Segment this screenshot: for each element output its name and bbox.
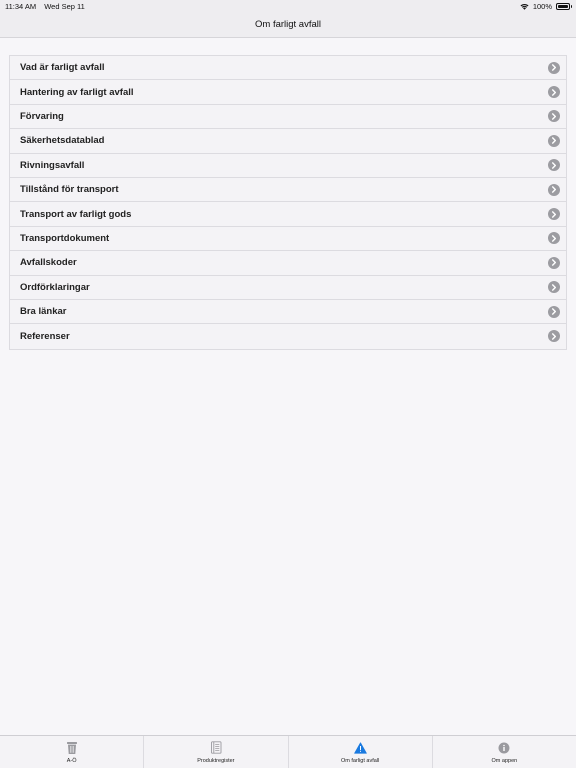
trash-icon [65,741,79,755]
list-item[interactable] [10,276,566,300]
list-item-label: Avfallskoder [20,257,77,269]
tab-trash[interactable] [0,736,144,768]
list-item-label: Förvaring [20,110,64,122]
tab-label: Produktregister [197,757,235,764]
tab-label: Om farligt avfall [341,757,380,764]
chevron-right-icon [548,184,560,196]
notebook-icon [209,741,223,755]
list-item-label: Transportdokument [20,232,110,244]
list-item-label: Transport av farligt gods [20,208,132,220]
tab-notebook[interactable] [144,736,288,768]
list-item[interactable] [10,154,566,178]
status-left [5,2,91,11]
status-time: 11:34 AM [5,1,37,11]
tab-warning[interactable] [289,736,433,768]
chevron-right-icon [548,306,560,318]
list-item[interactable] [10,202,566,226]
list-item[interactable] [10,227,566,251]
chevron-right-icon [548,159,560,171]
list-item[interactable] [10,324,566,348]
status-bar [0,0,576,12]
chevron-right-icon [548,330,560,342]
tab-label: A-Ö [66,757,77,764]
list-item[interactable] [10,178,566,202]
list-item[interactable] [10,251,566,275]
chevron-right-icon [548,208,560,220]
list-item-label: Referenser [20,330,70,342]
chevron-right-icon [548,135,560,147]
status-date: Wed Sep 11 [44,1,85,11]
list-item[interactable] [10,129,566,153]
list-item[interactable] [10,300,566,324]
tab-info[interactable] [433,736,576,768]
list-item[interactable] [10,56,566,80]
navigation-bar [0,12,576,38]
list-item-label: Tillstånd för transport [20,184,119,196]
battery-icon [556,3,570,10]
list-item[interactable] [10,105,566,129]
info-icon [497,741,511,755]
battery-fill [558,5,568,8]
chevron-right-icon [548,110,560,122]
chevron-right-icon [548,62,560,74]
topic-list [9,55,567,350]
wifi-icon [520,3,529,10]
list-item-label: Bra länkar [20,306,67,318]
tab-bar [0,735,576,768]
status-right [520,2,570,11]
list-item-label: Säkerhetsdatablad [20,135,105,147]
chevron-right-icon [548,257,560,269]
list-item-label: Hantering av farligt avfall [20,86,134,98]
chevron-right-icon [548,281,560,293]
list-item[interactable] [10,80,566,104]
page-title: Om farligt avfall [255,19,321,30]
tab-label: Om appen [491,757,518,764]
list-item-label: Ordförklaringar [20,281,90,293]
list-item-label: Rivningsavfall [20,159,85,171]
list-item-label: Vad är farligt avfall [20,62,105,74]
chevron-right-icon [548,86,560,98]
warning-icon [353,741,367,755]
battery-percentage: 100% [532,1,552,11]
chevron-right-icon [548,232,560,244]
